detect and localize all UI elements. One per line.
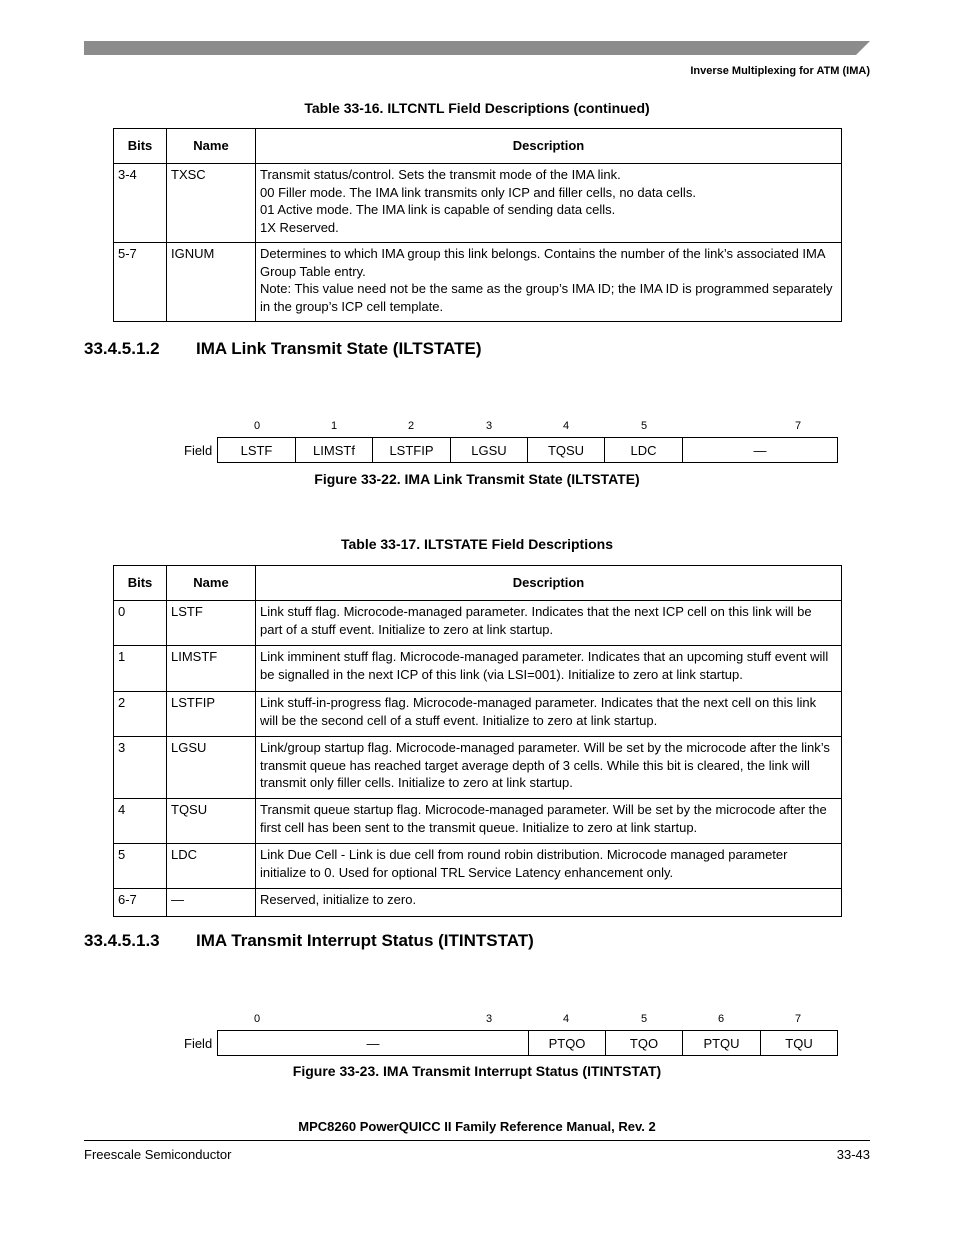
table-row: [114, 799, 842, 844]
register-field-tqsu: TQSU: [528, 438, 605, 462]
bit-number: 4: [562, 1013, 570, 1025]
name-cell: LIMSTF: [167, 646, 256, 692]
register-field-tqu: TQU: [785, 1035, 813, 1051]
figure2-caption: Figure 33-23. IMA Transmit Interrupt Status (ITINTSTAT): [292, 1063, 662, 1079]
footer-company: Freescale Semiconductor: [84, 1147, 232, 1162]
description-cell: Transmit queue startup flag. Microcode-managed parameter. Will be set by the microcode after the first cell has been sent to the transmit queue. Initialize to zero at link startup.: [256, 799, 842, 844]
bits-cell: 3: [114, 737, 167, 799]
bits-cell: 1: [114, 646, 167, 692]
register-field-tqo: TQO: [606, 1031, 683, 1055]
table-row: [114, 737, 842, 799]
name-cell: LGSU: [167, 737, 256, 799]
section-number: 33.4.5.1.2: [84, 339, 160, 358]
description-line: 1X Reserved.: [260, 219, 339, 235]
description-line: Transmit status/control. Sets the transmit mode of the IMA link.: [260, 167, 621, 182]
bits-cell: 5: [114, 844, 167, 889]
name-cell: TXSC: [167, 164, 256, 243]
bit-number: 4: [562, 420, 570, 432]
register-field-lstf: LSTF: [218, 438, 296, 462]
register-field-reserved: —: [753, 442, 767, 458]
description-cell: Link/group startup flag. Microcode-managed parameter. Will be set by the microcode after the link’s transmit queue has reached target average depth of 3 cells. While this bit is cleared, the link will transmit only filler cells. Initialize to zero at link startup.: [256, 737, 842, 799]
register-field-ptqo: PTQO: [529, 1031, 606, 1055]
bit-number: 3: [485, 1013, 493, 1025]
register-fields-row: [217, 437, 838, 463]
description-line: Determines to which IMA group this link belongs. Contains the number of the link’s associated IMA Group Table entry.: [260, 246, 825, 279]
section-heading-iltstate: [84, 339, 482, 359]
name-cell: —: [167, 889, 256, 917]
name-cell: IGNUM: [167, 243, 256, 322]
bit-number: 5: [640, 1013, 648, 1025]
register-field-lstfip: LSTFIP: [373, 438, 451, 462]
table2-header-row: [114, 566, 842, 601]
description-cell: Link stuff-in-progress flag. Microcode-managed parameter. Indicates that the next cell on this link will be the second cell of a stuff event. Initialize to zero at link startup.: [256, 692, 842, 737]
table-row: [114, 692, 842, 737]
bit-number: 0: [253, 1013, 261, 1025]
description-cell: Reserved, initialize to zero.: [256, 889, 842, 917]
description-cell: Link Due Cell - Link is due cell from round robin distribution. Microcode managed parameter initialize to 0. Used for optional TRL Service Latency enhancement only.: [256, 844, 842, 889]
bits-cell: 4: [114, 799, 167, 844]
table2-caption: Table 33-17. ILTSTATE Field Descriptions: [340, 536, 613, 552]
bits-header: Bits: [114, 566, 167, 601]
figure1-caption: Figure 33-22. IMA Link Transmit State (ILTSTATE): [314, 471, 640, 487]
bits-cell: 2: [114, 692, 167, 737]
register-field-limstf: LIMSTf: [296, 438, 373, 462]
bit-number: 2: [407, 420, 415, 432]
bits-cell: 0: [114, 601, 167, 646]
bit-number: 7: [794, 1013, 802, 1025]
section-title: IMA Transmit Interrupt Status (ITINTSTAT): [196, 931, 534, 950]
register-field-lgsu: LGSU: [451, 438, 528, 462]
description-cell: [256, 243, 842, 322]
description-header: Description: [256, 129, 842, 164]
register-field-reserved: —: [218, 1031, 529, 1055]
chapter-title: Inverse Multiplexing for ATM (IMA): [690, 65, 870, 77]
footer-divider: [84, 1140, 870, 1141]
bit-number: 3: [485, 420, 493, 432]
table-row: [114, 844, 842, 889]
description-header: Description: [256, 566, 842, 601]
section-number: 33.4.5.1.3: [84, 931, 160, 950]
bit-number: 5: [640, 420, 648, 432]
register-field-ptqu: PTQU: [683, 1031, 761, 1055]
bit-number: 6: [717, 1013, 725, 1025]
description-cell: Link stuff flag. Microcode-managed parameter. Indicates that the next ICP cell on this link will be part of a stuff event. Initialize to zero at link startup.: [256, 601, 842, 646]
field-label: Field: [184, 1036, 213, 1051]
footer-page-number: 33-43: [836, 1147, 870, 1162]
table1: [113, 128, 842, 322]
footer-manual-title: MPC8260 PowerQUICC II Family Reference Manual, Rev. 2: [298, 1119, 656, 1134]
name-header: Name: [167, 566, 256, 601]
table-row: [114, 601, 842, 646]
header-bar: [84, 41, 870, 55]
bits-cell: 3-4: [114, 164, 167, 243]
description-line: 01 Active mode. The IMA link is capable of sending data cells.: [260, 202, 616, 217]
name-cell: LSTFIP: [167, 692, 256, 737]
table1-header-row: [114, 129, 842, 164]
table-row: [114, 164, 842, 243]
bit-number: 0: [253, 420, 261, 432]
register-field-ldc: LDC: [605, 438, 683, 462]
name-cell: LSTF: [167, 601, 256, 646]
table-row: [114, 646, 842, 692]
bits-header: Bits: [114, 129, 167, 164]
name-header: Name: [167, 129, 256, 164]
register-fields-row: [217, 1030, 838, 1056]
description-cell: [256, 164, 842, 243]
bit-number: 7: [794, 420, 802, 432]
table-row: [114, 243, 842, 322]
bit-number: 1: [330, 420, 338, 432]
bits-cell: 5-7: [114, 243, 167, 322]
bits-cell: 6-7: [114, 889, 167, 917]
field-label: Field: [184, 443, 213, 458]
name-cell: LDC: [167, 844, 256, 889]
table-row: [114, 889, 842, 917]
table1-caption: Table 33-16. ILTCNTL Field Descriptions (continued): [304, 100, 650, 116]
table2: [113, 565, 842, 917]
description-line: 00 Filler mode. The IMA link transmits only ICP and filler cells, no data cells.: [260, 184, 696, 200]
description-cell: Link imminent stuff flag. Microcode-managed parameter. Indicates that an upcoming stuff event will be signalled in the next ICP of this link (via LSI=001). Initialize to zero at link startup.: [256, 646, 842, 692]
section-title: IMA Link Transmit State (ILTSTATE): [196, 339, 482, 358]
description-line: Note: This value need not be the same as the group’s IMA ID; the IMA ID is programmed separately in the group’s ICP cell template.: [260, 281, 833, 314]
name-cell: TQSU: [167, 799, 256, 844]
section-heading-itintstat: [84, 931, 534, 951]
